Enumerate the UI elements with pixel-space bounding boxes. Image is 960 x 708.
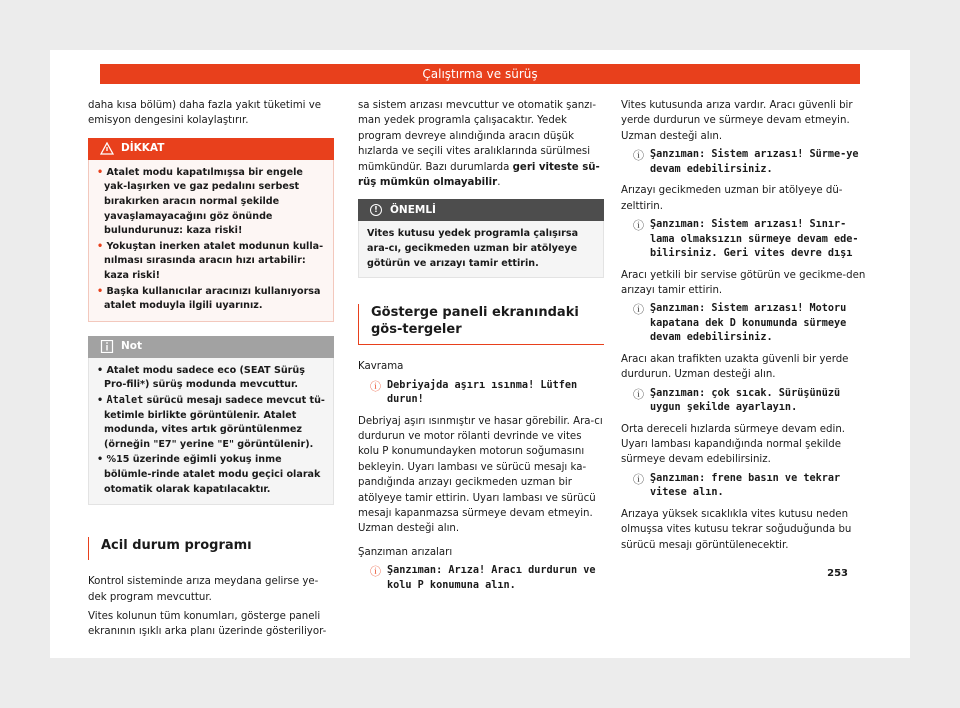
- warning-item: • Atalet modu kapatılmışsa bir engele yak-laşırken ve gaz pedalını serbest bırakırken aracın normal şekilde yavaşlamayacağını göz önünde bulundurunuz: kaza riski!: [97, 166, 303, 237]
- driver-message: ⓘ Şanzıman: Sistem arızası! Sürme-ye devam edebilirsiniz.: [621, 148, 867, 177]
- paragraph: Vites kolunun tüm konumları, gösterge paneli ekranının ışıklı arka planı üzerinde gösteriliyor-: [88, 610, 327, 638]
- section-title-emergency: Acil durum programı: [101, 538, 252, 554]
- driver-message: ⓘ Şanzıman: çok sıcak. Sürüşünüzü uygun şekilde ayarlayın.: [621, 387, 867, 416]
- subheading: Kavrama: [358, 361, 404, 373]
- driver-message: ⓘ Şanzıman: Sistem arızası! Sınır-lama olmaksızın sürmeye devam ede-bilirsiniz. Geri vites devre dışı: [621, 218, 867, 262]
- page-number: 253: [827, 568, 848, 579]
- column-left: [88, 98, 334, 644]
- driver-message: ⓘ Şanzıman: Arıza! Aracı durdurun ve kolu P konumuna alın.: [358, 564, 604, 593]
- warning-lamp-icon: ⓘ: [633, 472, 644, 486]
- important-box: [358, 199, 604, 278]
- warning-item: • Başka kullanıcılar aracınızı kullanıyorsa atalet moduyla ilgili uyarınız.: [97, 285, 321, 312]
- column-middle: [358, 98, 604, 599]
- paragraph: Orta dereceli hızlarda sürmeye devam edin. Uyarı lambası kapandığında normal şekilde sürmeye devam edebilirsiniz.: [621, 423, 846, 466]
- paragraph: sa sistem arızası mevcuttur ve otomatik şanzı-man yedek programla çalışacaktır. Yedek program devreye alındığında aracın düşük hızlarda ve seçili vites aralıklarında sürülmesi mümkündür. Bazı durumlarda geri viteste sü-rüş mümkün olmayabilir.: [358, 100, 600, 189]
- paragraph: Vites kutusunda arıza vardır. Aracı güvenli bir yerde durdurun ve sürmeye devam etmeyin. Uzman desteği alın.: [621, 100, 853, 142]
- warning-lamp-icon: ⓘ: [633, 149, 644, 163]
- chapter-header: Çalıştırma ve sürüş: [100, 64, 860, 84]
- driver-message: ⓘ Şanzıman: Sistem arızası! Motoru kapatana dek D konumunda sürmeye devam edebilirsiniz.: [621, 302, 867, 346]
- note-item: • %15 üzerinde eğimli yokuş inme bölümle-rinde atalet modu geçici olarak otomatik olarak kapatılacaktır.: [97, 454, 321, 495]
- important-title: ÖNEMLİ: [390, 203, 436, 216]
- info-icon: [100, 340, 114, 353]
- document-page: [50, 50, 910, 658]
- driver-message: ⓘ Şanzıman: frene basın ve tekrar vitese alın.: [621, 472, 867, 501]
- warning-item: • Yokuştan inerken atalet modunun kulla-nılması sırasında aracın hızı artabilir: kaza riski!: [97, 240, 324, 281]
- paragraph: Debriyaj aşırı ısınmıştır ve hasar görebilir. Ara-cı durdurun ve motor rölanti devrinde ve vites kolu P konumundayken motorun soğumasını bekleyin. Uyarı lambası ve sürücü mesajı ka-pandığında arızayı gecikmeden uzman bir atölyeye tamir ettirin. Uyarı lambası ve sürücü mesajı kapanmazsa sürmeye devam etmeyin. Uzman desteği alın.: [358, 415, 603, 535]
- paragraph: Arızaya yüksek sıcaklıkla vites kutusu neden olmuşsa vites kutusu tekrar soğuduğunda bu sürücü mesajı görüntülenecektir.: [621, 508, 852, 551]
- warning-lamp-icon: ⓘ: [370, 379, 381, 393]
- warning-lamp-icon: ⓘ: [370, 565, 381, 579]
- warning-triangle-icon: [100, 142, 114, 155]
- paragraph: Kontrol sisteminde arıza meydana gelirse ye-dek program mevcuttur.: [88, 576, 319, 603]
- driver-message: ⓘ Debriyajda aşırı ısınma! Lütfen durun!: [358, 379, 604, 408]
- exclamation-icon: !: [370, 204, 382, 216]
- subheading: Şanzıman arızaları: [358, 546, 453, 558]
- paragraph: Aracı akan trafikten uzakta güvenli bir yerde durdurun. Uzman desteği alın.: [621, 353, 849, 381]
- warning-lamp-icon: ⓘ: [633, 303, 644, 317]
- paragraph: Aracı yetkili bir servise götürün ve gecikme-den arızayı tamir ettirin.: [621, 269, 866, 296]
- atalet-mono: Atalet: [106, 394, 144, 406]
- note-item: • Atalet sürücü mesajı sadece mevcut tü-ketimle birlikte görüntülenir. Atalet modunda, vites artık görüntülenmez (örneğin "E7" yerine "E" görüntülenir).: [97, 394, 325, 450]
- paragraph: Arızayı gecikmeden uzman bir atölyeye dü-zelttirin.: [621, 185, 843, 212]
- intro-paragraph: daha kısa bölüm) daha fazla yakıt tüketimi ve emisyon dengesini kolaylaştırır.: [88, 100, 322, 127]
- column-right: [621, 98, 867, 557]
- warning-box: [88, 138, 334, 322]
- note-item: • Atalet modu sadece eco (SEAT Sürüş Pro-fili*) sürüş modunda mevcuttur.: [97, 364, 305, 391]
- note-box: [88, 336, 334, 505]
- warning-lamp-icon: ⓘ: [633, 387, 644, 401]
- important-text: Vites kutusu yedek programla çalışırsa ara-cı, gecikmeden uzman bir atölyeye götürün ve arızayı tamir ettirin.: [358, 221, 604, 278]
- warning-title: DİKKAT: [121, 142, 165, 155]
- warning-lamp-icon: ⓘ: [633, 219, 644, 233]
- note-title: Not: [121, 340, 143, 353]
- section-title-display: Gösterge paneli ekranındaki gös-tergeler: [371, 305, 579, 338]
